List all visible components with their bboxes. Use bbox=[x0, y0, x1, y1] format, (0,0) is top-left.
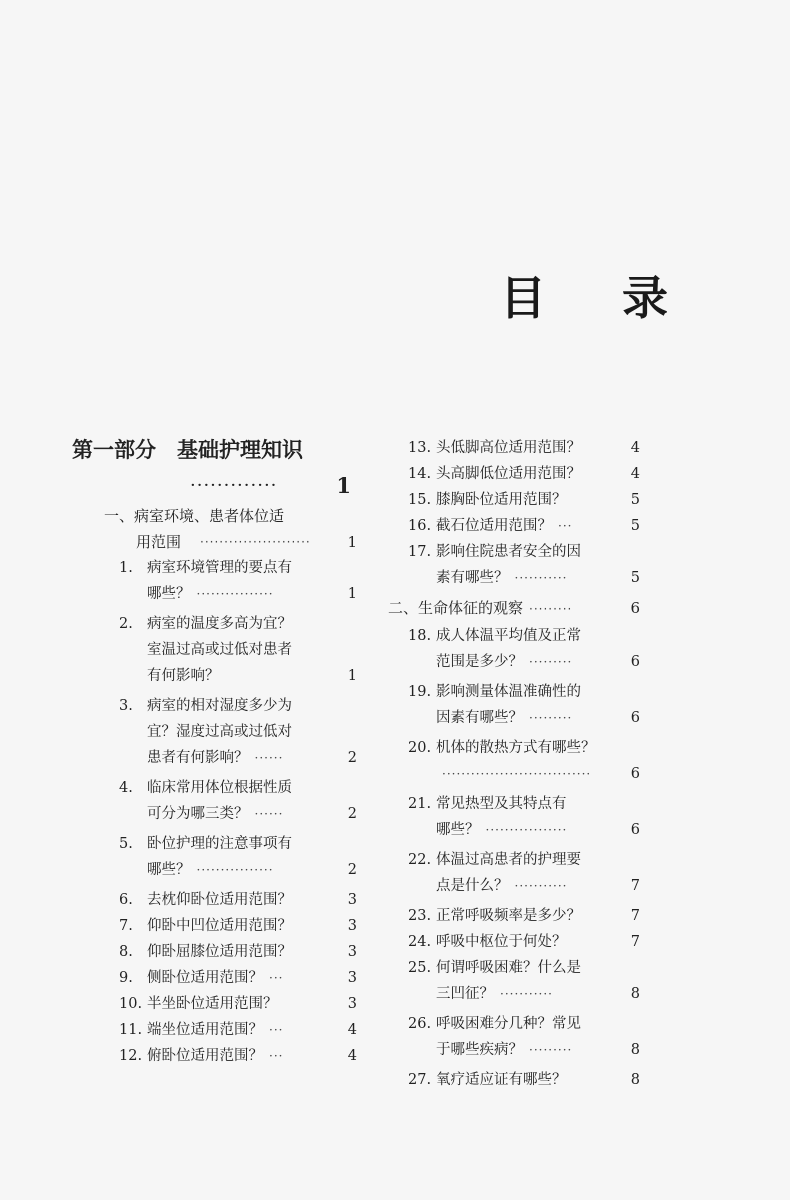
entry-page-number: 8 bbox=[630, 986, 640, 1002]
toc-entry bbox=[388, 903, 640, 929]
entry-text: 体温过高患者的护理要 bbox=[436, 852, 581, 868]
entry-number: 13. bbox=[408, 440, 432, 456]
entry-dots: ··········· bbox=[514, 571, 568, 585]
entry-text: 可分为哪三类？ bbox=[147, 806, 249, 822]
entry-page-number: 6 bbox=[630, 710, 640, 726]
section-2-label: 二、生命体征的观察 bbox=[388, 599, 524, 617]
entry-text: 患者有何影响？ bbox=[147, 750, 249, 766]
entry-dots: ··· bbox=[269, 971, 284, 985]
entry-text: 侧卧位适用范围？ bbox=[147, 970, 263, 986]
toc-entry bbox=[72, 775, 357, 827]
toc-entry bbox=[388, 929, 640, 955]
entry-number: 10. bbox=[119, 996, 143, 1012]
page-title: 目 录 bbox=[500, 271, 699, 325]
entry-dots: ········· bbox=[529, 1043, 573, 1057]
toc-entry bbox=[72, 611, 357, 689]
toc-entry bbox=[388, 1011, 640, 1063]
entry-page-number: 2 bbox=[347, 806, 357, 822]
entry-number: 18. bbox=[408, 628, 432, 644]
entry-page-number: 3 bbox=[347, 970, 357, 986]
toc-entry bbox=[388, 679, 640, 731]
entry-text: 氧疗适应证有哪些？ bbox=[436, 1072, 567, 1088]
entry-dots: ······························· bbox=[442, 767, 592, 781]
entry-text: 范围是多少？ bbox=[436, 654, 523, 670]
section-1-page: 1 bbox=[347, 533, 357, 551]
entry-page-number: 4 bbox=[630, 466, 640, 482]
toc-entry bbox=[388, 539, 640, 591]
toc-entry bbox=[388, 735, 640, 787]
entry-page-number: 8 bbox=[630, 1072, 640, 1088]
entry-page-number: 3 bbox=[347, 892, 357, 908]
entry-page-number: 5 bbox=[630, 518, 640, 534]
entry-page-number: 2 bbox=[347, 862, 357, 878]
entry-number: 24. bbox=[408, 934, 432, 950]
toc-entry bbox=[72, 991, 357, 1017]
part-dots: ············· bbox=[190, 475, 278, 496]
entry-dots: ················· bbox=[485, 823, 568, 837]
toc-entry bbox=[388, 955, 640, 1007]
section-2-dots: ········· bbox=[529, 602, 573, 616]
entry-text: 端坐位适用范围？ bbox=[147, 1022, 263, 1038]
entry-page-number: 7 bbox=[630, 908, 640, 924]
entry-text: 半坐卧位适用范围？ bbox=[147, 996, 278, 1012]
entry-number: 14. bbox=[408, 466, 432, 482]
entry-text: 截石位适用范围？ bbox=[436, 518, 552, 534]
entry-text: 影响住院患者安全的因 bbox=[436, 544, 581, 560]
section-2-page: 6 bbox=[630, 599, 640, 617]
entry-number: 7. bbox=[119, 918, 133, 934]
entry-text: 膝胸卧位适用范围？ bbox=[436, 492, 567, 508]
entry-dots: ········· bbox=[529, 655, 573, 669]
entry-dots: ········· bbox=[529, 711, 573, 725]
entry-dots: ······ bbox=[254, 807, 284, 821]
entry-text: 哪些？ bbox=[147, 586, 191, 602]
entry-text: 俯卧位适用范围？ bbox=[147, 1048, 263, 1064]
toc-entries-right-a bbox=[388, 435, 640, 591]
entry-number: 12. bbox=[119, 1048, 143, 1064]
section-1-line1: 一、病室环境、患者体位适 bbox=[104, 507, 285, 525]
entry-number: 9. bbox=[119, 970, 133, 986]
entry-text: 正常呼吸频率是多少？ bbox=[436, 908, 581, 924]
entry-number: 4. bbox=[119, 780, 133, 796]
entry-text: 仰卧屈膝位适用范围？ bbox=[147, 944, 292, 960]
toc-left-column bbox=[72, 435, 357, 1069]
entry-page-number: 5 bbox=[630, 570, 640, 586]
toc-entry bbox=[72, 965, 357, 991]
entry-text: 室温过高或过低对患者 bbox=[147, 642, 292, 658]
entry-text: 常见热型及其特点有 bbox=[436, 796, 567, 812]
entry-number: 15. bbox=[408, 492, 432, 508]
entry-number: 19. bbox=[408, 684, 432, 700]
entry-text: 病室环境管理的要点有 bbox=[147, 560, 292, 576]
entry-text: 哪些？ bbox=[147, 862, 191, 878]
section-1-line2: 用范围 bbox=[136, 533, 182, 551]
entry-text: 临床常用体位根据性质 bbox=[147, 780, 292, 796]
entry-number: 1. bbox=[119, 560, 133, 576]
entry-text: 呼吸中枢位于何处？ bbox=[436, 934, 567, 950]
toc-entry bbox=[388, 461, 640, 487]
section-1-dots: ······················· bbox=[200, 535, 311, 549]
entry-page-number: 3 bbox=[347, 918, 357, 934]
entry-number: 26. bbox=[408, 1016, 432, 1032]
entry-text: 宜？湿度过高或过低对 bbox=[147, 724, 292, 740]
entry-dots: ················ bbox=[196, 863, 274, 877]
toc-entries-left bbox=[72, 555, 357, 1069]
entry-text: 机体的散热方式有哪些？ bbox=[436, 740, 596, 756]
entry-page-number: 7 bbox=[630, 878, 640, 894]
toc-entry bbox=[388, 847, 640, 899]
toc-entry bbox=[72, 693, 357, 771]
entry-number: 17. bbox=[408, 544, 432, 560]
toc-entry bbox=[72, 555, 357, 607]
entry-text: 点是什么？ bbox=[436, 878, 509, 894]
toc-entry bbox=[388, 791, 640, 843]
entry-dots: ··· bbox=[269, 1023, 284, 1037]
entry-number: 11. bbox=[119, 1022, 143, 1038]
entry-text: 头低脚高位适用范围？ bbox=[436, 440, 581, 456]
entry-number: 22. bbox=[408, 852, 432, 868]
entry-number: 21. bbox=[408, 796, 432, 812]
entry-page-number: 6 bbox=[630, 766, 640, 782]
entry-page-number: 2 bbox=[347, 750, 357, 766]
entry-number: 23. bbox=[408, 908, 432, 924]
entry-page-number: 4 bbox=[347, 1022, 357, 1038]
section-heading-2 bbox=[388, 595, 640, 623]
entry-text: 有何影响？ bbox=[147, 668, 220, 684]
entry-page-number: 4 bbox=[347, 1048, 357, 1064]
entry-dots: ··· bbox=[269, 1049, 284, 1063]
toc-entry bbox=[72, 913, 357, 939]
entry-number: 2. bbox=[119, 616, 133, 632]
entry-number: 3. bbox=[119, 698, 133, 714]
toc-entries-right-b bbox=[388, 623, 640, 1093]
entry-dots: ······ bbox=[254, 751, 284, 765]
entry-page-number: 7 bbox=[630, 934, 640, 950]
entry-page-number: 4 bbox=[630, 440, 640, 456]
entry-text: 三凹征？ bbox=[436, 986, 494, 1002]
entry-text: 于哪些疾病？ bbox=[436, 1042, 523, 1058]
entry-page-number: 8 bbox=[630, 1042, 640, 1058]
part-page-number: 1 bbox=[336, 473, 351, 498]
entry-page-number: 1 bbox=[347, 586, 357, 602]
entry-page-number: 3 bbox=[347, 996, 357, 1012]
entry-dots: ··· bbox=[558, 519, 573, 533]
entry-text: 因素有哪些？ bbox=[436, 710, 523, 726]
entry-text: 呼吸困难分几种？常见 bbox=[436, 1016, 581, 1032]
entry-dots: ··········· bbox=[514, 879, 568, 893]
entry-number: 25. bbox=[408, 960, 432, 976]
toc-entry bbox=[72, 939, 357, 965]
entry-page-number: 6 bbox=[630, 654, 640, 670]
toc-entry bbox=[388, 513, 640, 539]
entry-number: 5. bbox=[119, 836, 133, 852]
entry-text: 素有哪些？ bbox=[436, 570, 509, 586]
entry-number: 6. bbox=[119, 892, 133, 908]
toc-right-column bbox=[388, 435, 640, 1093]
entry-text: 何谓呼吸困难？什么是 bbox=[436, 960, 581, 976]
toc-entry bbox=[72, 831, 357, 883]
entry-page-number: 1 bbox=[347, 668, 357, 684]
toc-entry bbox=[72, 1043, 357, 1069]
entry-text: 病室的温度多高为宜？ bbox=[147, 616, 292, 632]
entry-text: 去枕仰卧位适用范围？ bbox=[147, 892, 292, 908]
entry-text: 卧位护理的注意事项有 bbox=[147, 836, 292, 852]
entry-number: 27. bbox=[408, 1072, 432, 1088]
entry-text: 成人体温平均值及正常 bbox=[436, 628, 581, 644]
entry-number: 8. bbox=[119, 944, 133, 960]
entry-page-number: 3 bbox=[347, 944, 357, 960]
entry-text: 影响测量体温准确性的 bbox=[436, 684, 581, 700]
toc-entry bbox=[72, 887, 357, 913]
entry-text: 病室的相对湿度多少为 bbox=[147, 698, 292, 714]
part-leader bbox=[72, 469, 357, 503]
part-title: 第一部分 基础护理知识 bbox=[72, 438, 303, 462]
entry-text: 哪些？ bbox=[436, 822, 480, 838]
toc-entry bbox=[388, 623, 640, 675]
toc-entry bbox=[388, 1067, 640, 1093]
entry-page-number: 6 bbox=[630, 822, 640, 838]
entry-number: 20. bbox=[408, 740, 432, 756]
entry-text: 头高脚低位适用范围？ bbox=[436, 466, 581, 482]
section-heading-1 bbox=[72, 503, 357, 555]
entry-dots: ··········· bbox=[500, 987, 553, 1001]
toc-entry bbox=[72, 1017, 357, 1043]
entry-number: 16. bbox=[408, 518, 432, 534]
entry-page-number: 5 bbox=[630, 492, 640, 508]
toc-entry bbox=[388, 487, 640, 513]
entry-text: 仰卧中凹位适用范围？ bbox=[147, 918, 292, 934]
entry-dots: ················ bbox=[196, 587, 274, 601]
toc-entry bbox=[388, 435, 640, 461]
